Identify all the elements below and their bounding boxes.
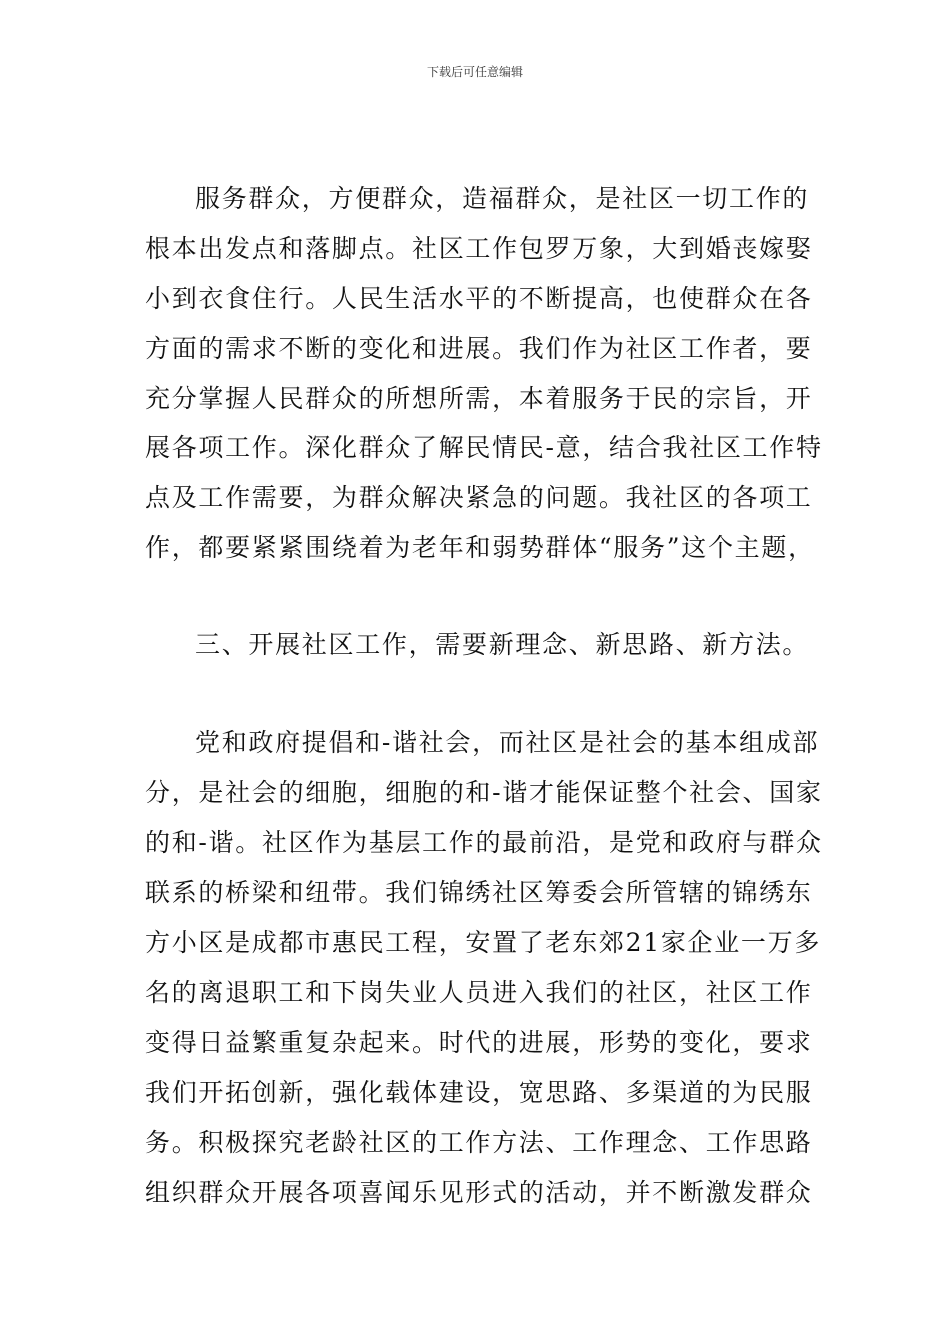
paragraph-3-line-2: 分，是社会的细胞，细胞的和-谐才能保证整个社会、国家 bbox=[145, 778, 823, 807]
paragraph-3-line-1: 党和政府提倡和-谐社会，而社区是社会的基本组成部 bbox=[195, 728, 820, 757]
paragraph-3-line-8: 我们开拓创新，强化载体建设，宽思路、多渠道的为民服 bbox=[145, 1078, 813, 1107]
paragraph-1-line-1: 服务群众，方便群众，造福群众，是社区一切工作的 bbox=[195, 184, 810, 213]
paragraph-1-line-3: 小到衣食住行。人民生活水平的不断提高，也使群众在各 bbox=[145, 284, 813, 313]
paragraph-3-line-7: 变得日益繁重复杂起来。时代的进展，形势的变化，要求 bbox=[145, 1028, 813, 1057]
paragraph-1-line-4: 方面的需求不断的变化和进展。我们作为社区工作者，要 bbox=[145, 334, 813, 363]
paragraph-3-line-6: 名的离退职工和下岗失业人员进入我们的社区，社区工作 bbox=[145, 978, 813, 1007]
paragraph-3-line-9: 务。积极探究老龄社区的工作方法、工作理念、工作思路 bbox=[145, 1128, 813, 1157]
paragraph-3-line-5: 方小区是成都市惠民工程，安置了老东郊21家企业一万多 bbox=[145, 928, 822, 957]
paragraph-1-line-7: 点及工作需要，为群众解决紧急的问题。我社区的各项工 bbox=[145, 483, 813, 512]
paragraph-1-line-6: 展各项工作。深化群众了解民情民-意，结合我社区工作特 bbox=[145, 433, 823, 462]
paragraph-3-line-10: 组织群众开展各项喜闻乐见形式的活动，并不断激发群众 bbox=[145, 1178, 813, 1207]
paragraph-1-line-5: 充分掌握人民群众的所想所需，本着服务于民的宗旨，开 bbox=[145, 384, 813, 413]
paragraph-1-line-2: 根本出发点和落脚点。社区工作包罗万象，大到婚丧嫁娶 bbox=[145, 234, 813, 263]
page-header-note: 下载后可任意编辑 bbox=[426, 65, 523, 79]
paragraph-3-line-4: 联系的桥梁和纽带。我们锦绣社区筹委会所管辖的锦绣东 bbox=[145, 878, 813, 907]
paragraph-3-line-3: 的和-谐。社区作为基层工作的最前沿，是党和政府与群众 bbox=[145, 828, 823, 857]
paragraph-1-line-8: 作，都要紧紧围绕着为老年和弱势群体“服务”这个主题， bbox=[145, 533, 815, 562]
section-heading: 三、开展社区工作，需要新理念、新思路、新方法。 bbox=[195, 630, 810, 659]
